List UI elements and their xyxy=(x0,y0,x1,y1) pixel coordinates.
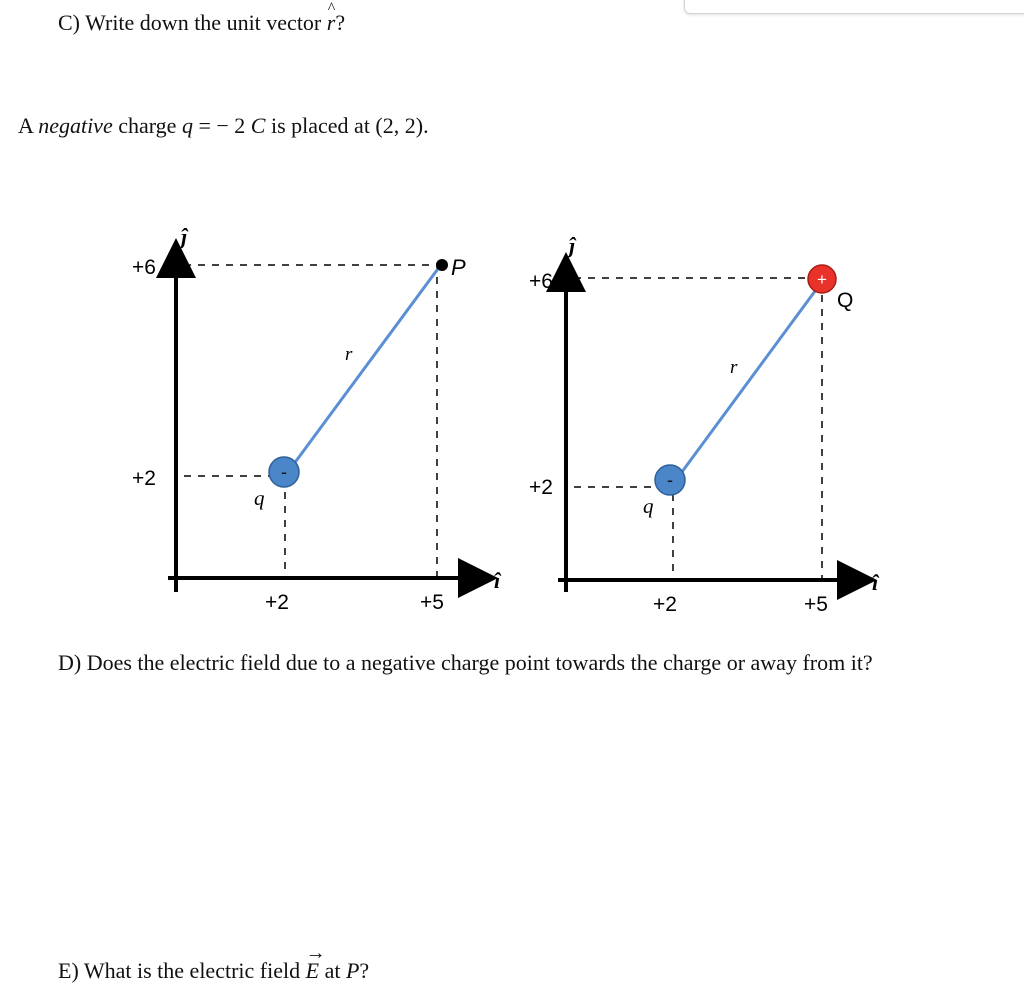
left-diagram xyxy=(132,224,502,614)
left-q-label: q xyxy=(254,486,265,510)
right-y-tick-2: +2 xyxy=(529,476,553,499)
right-r-vector xyxy=(676,287,818,480)
question-e-at: at xyxy=(319,958,346,983)
right-q-label: q xyxy=(643,494,654,518)
intro-negative: negative xyxy=(38,113,113,138)
left-p-label: P xyxy=(451,255,466,280)
question-c-mark: ? xyxy=(335,10,346,35)
right-x-tick-2: +2 xyxy=(653,593,677,616)
left-x-tick-5: +5 xyxy=(420,591,444,614)
question-e-text: E) What is the electric field xyxy=(58,958,306,983)
left-point-p-dot xyxy=(436,259,448,271)
question-c-text: C) Write down the unit vector xyxy=(58,10,327,35)
right-j-hat-label: ĵ xyxy=(569,233,576,258)
right-diagram xyxy=(529,233,880,616)
left-y-tick-2: +2 xyxy=(132,467,156,490)
right-charge-sign: - xyxy=(667,470,673,490)
right-x-tick-5: +5 xyxy=(804,593,828,616)
question-e-mark: ? xyxy=(359,958,370,983)
left-r-label: r⃗ xyxy=(345,344,368,365)
left-r-vector xyxy=(285,266,440,476)
left-j-hat-label: ĵ xyxy=(181,224,188,249)
intro-a: A xyxy=(18,113,39,138)
right-r-label: r⃗ xyxy=(730,357,753,378)
right-second-charge-sign: + xyxy=(817,270,827,289)
electric-field-vector-e: → E xyxy=(306,960,319,982)
left-x-tick-2: +2 xyxy=(265,591,289,614)
left-charge-sign: - xyxy=(281,462,287,482)
right-y-tick-6: +6 xyxy=(529,270,553,293)
question-e xyxy=(58,960,369,982)
left-y-tick-6: +6 xyxy=(132,256,156,279)
intro-eq: = − 2 xyxy=(192,113,251,138)
right-q-big-label: Q xyxy=(837,289,854,312)
question-e-p: P xyxy=(345,958,360,983)
right-i-hat-label: î xyxy=(872,570,879,595)
intro-q: q xyxy=(181,113,193,138)
intro-coulomb: C xyxy=(250,113,266,138)
unit-vector-r-hat: ^ r xyxy=(327,12,336,34)
intro-mid: charge xyxy=(112,113,182,138)
left-i-hat-label: î xyxy=(494,568,501,593)
intro-rest: is placed at (2, 2). xyxy=(265,113,429,138)
question-d: D) Does the electric field due to a negative charge point towards the charge or away from it? xyxy=(58,650,873,675)
